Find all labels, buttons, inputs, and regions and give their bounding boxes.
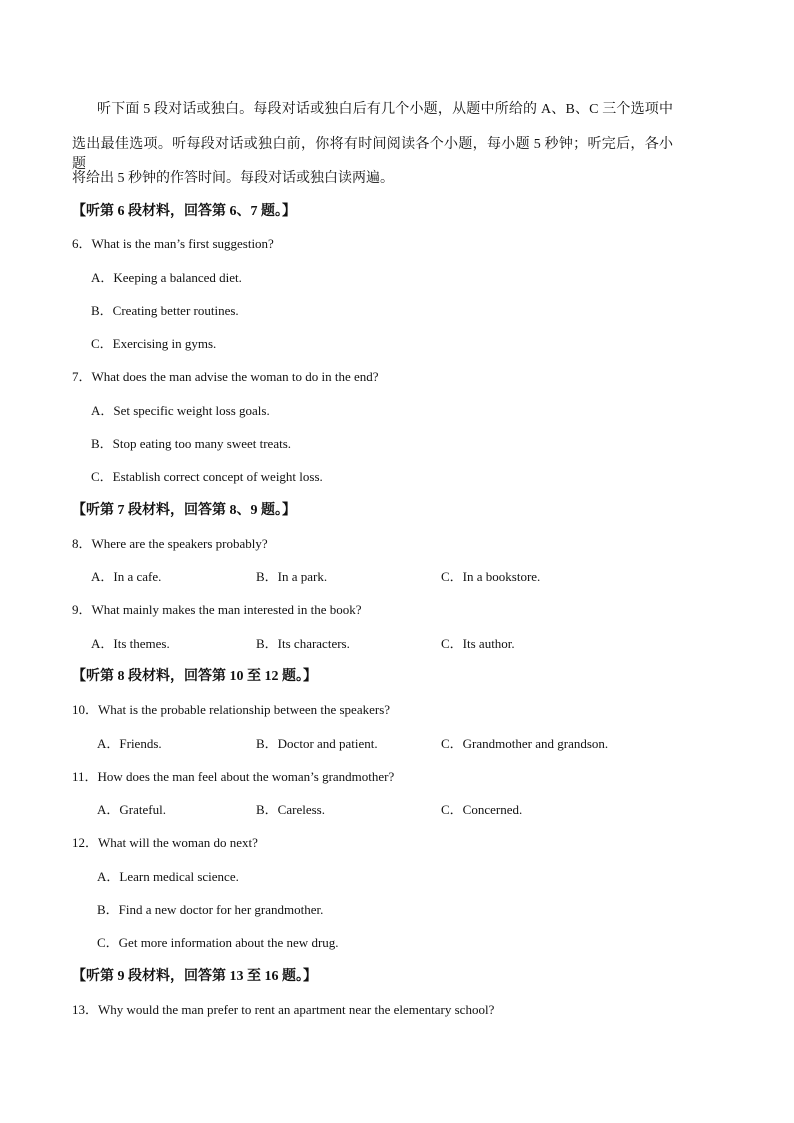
instructions-line-3: 将给出 5 秒钟的作答时间。每段对话或独白读两遍。 — [72, 171, 394, 186]
option-b: B．Its characters. — [256, 636, 350, 651]
option-c: C．Grandmother and grandson. — [441, 736, 609, 751]
question-stem: 12．What will the woman do next? — [72, 835, 258, 850]
option-c: C．Its author. — [441, 636, 515, 651]
option-a: A．Keeping a balanced diet. — [91, 270, 242, 285]
section-header: 【听第 8 段材料，回答第 10 至 12 题。】 — [72, 669, 317, 684]
question-stem: 8．Where are the speakers probably? — [72, 536, 268, 551]
option-b: B．Stop eating too many sweet treats. — [91, 436, 292, 451]
option-b: B．Creating better routines. — [91, 303, 239, 318]
option-c: C．Establish correct concept of weight loss. — [91, 469, 323, 484]
question-stem: 13．Why would the man prefer to rent an apartment near the elementary school? — [72, 1002, 495, 1017]
instructions-line-2: 选出最佳选项。听每段对话或独白前，你将有时间阅读各个小题，每小题 5 秒钟；听完后，各小题 — [72, 137, 673, 172]
option-a: A．Learn medical science. — [97, 869, 239, 884]
option-a: A．Grateful. — [97, 802, 166, 817]
option-b: B．Doctor and patient. — [256, 736, 378, 751]
option-b: B．Careless. — [256, 802, 325, 817]
option-c: C．Concerned. — [441, 802, 523, 817]
section-header: 【听第 9 段材料，回答第 13 至 16 题。】 — [72, 969, 317, 984]
section-header: 【听第 7 段材料，回答第 8、9 题。】 — [72, 503, 296, 518]
option-a: A．Friends. — [97, 736, 162, 751]
option-b: B．In a park. — [256, 569, 328, 584]
option-a: A．Its themes. — [91, 636, 170, 651]
question-stem: 11．How does the man feel about the woman’s grandmother? — [72, 769, 395, 784]
question-stem: 9．What mainly makes the man interested in the book? — [72, 602, 362, 617]
question-stem: 7．What does the man advise the woman to do in the end? — [72, 369, 379, 384]
option-c: C．Exercising in gyms. — [91, 336, 217, 351]
option-a: A．Set specific weight loss goals. — [91, 403, 270, 418]
instructions-line-1: 听下面 5 段对话或独白。每段对话或独白后有几个小题，从题中所给的 A、B、C 三个选项中 — [97, 102, 673, 117]
question-stem: 10．What is the probable relationship between the speakers? — [72, 702, 391, 717]
option-a: A．In a cafe. — [91, 569, 162, 584]
section-header: 【听第 6 段材料，回答第 6、7 题。】 — [72, 204, 296, 219]
option-c: C．In a bookstore. — [441, 569, 541, 584]
question-stem: 6．What is the man’s first suggestion? — [72, 236, 274, 251]
option-c: C．Get more information about the new drug. — [97, 935, 339, 950]
option-b: B．Find a new doctor for her grandmother. — [97, 902, 324, 917]
